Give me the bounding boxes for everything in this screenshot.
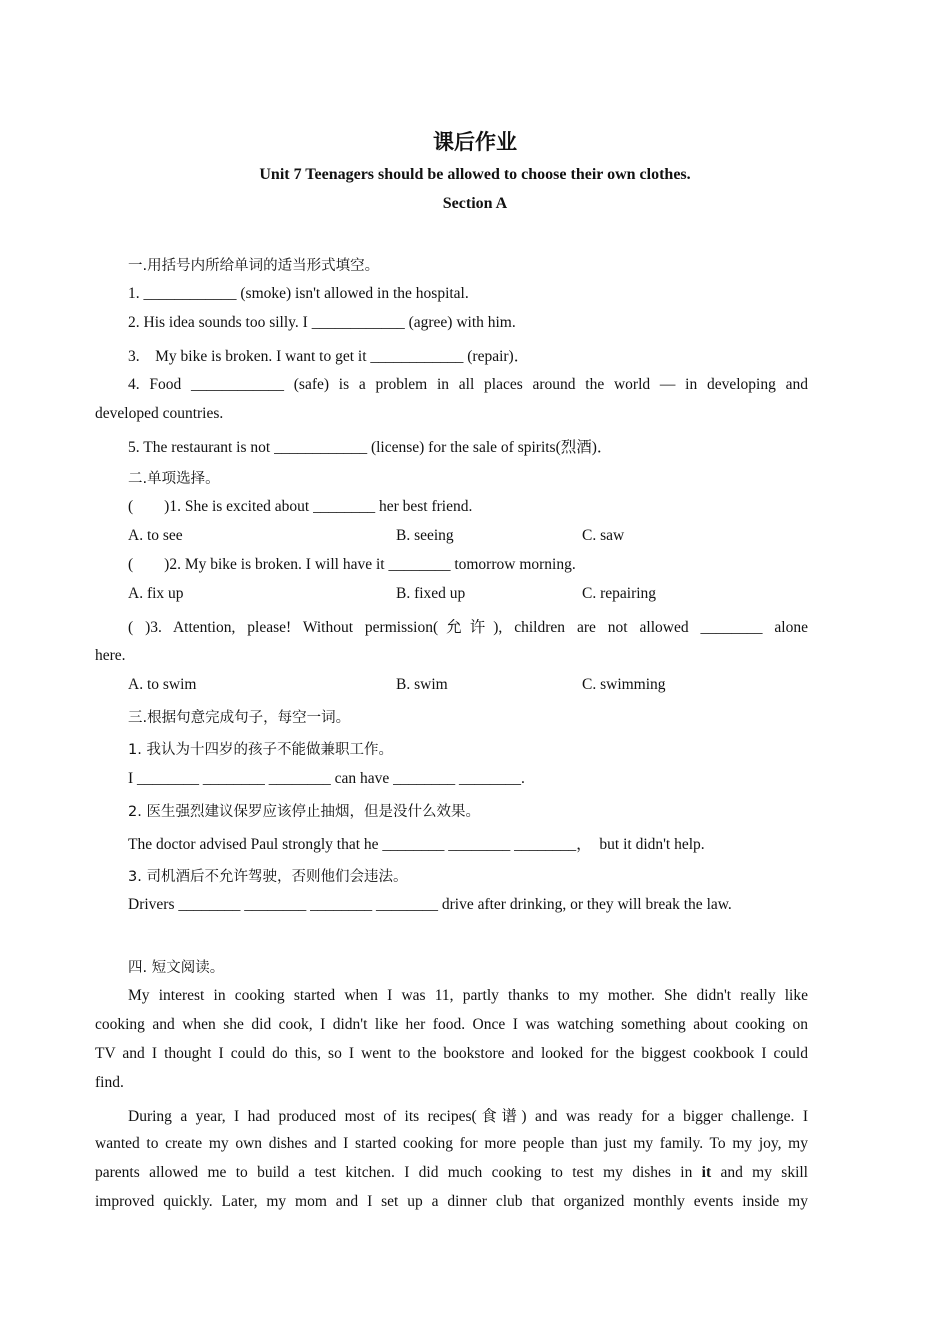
part1-heading: 一.用括号内所给单词的适当形式填空。 [128,258,380,274]
reading-paragraph-1-line4: find. [95,1074,124,1091]
q1-option-c: C. saw [582,527,625,544]
reading-paragraph-1-line1: My interest in cooking started when I was 11, partly thanks to my mother. She didn't really like [128,987,808,1004]
part3-question-3-english: Drivers ________ ________ ________ ________ drive after drinking, or they will break the law. [128,896,732,913]
part2-heading: 二.单项选择。 [128,471,220,487]
part1-question-4-line1: 4. Food ____________ (safe) is a problem in all places around the world — in developing and [128,376,808,393]
q3-option-b: B. swim [396,676,448,693]
part1-question-1: 1. ____________ (smoke) isn't allowed in the hospital. [128,285,469,302]
reading-paragraph-1-line3: TV and I thought I could do this, so I went to the bookstore and looked for the biggest cookbook I could [95,1045,808,1062]
part3-question-2-english: The doctor advised Paul strongly that he ________ ________ ________， but it didn't help. [128,836,705,853]
q1-option-b: B. seeing [396,527,454,544]
q3-option-c: C. swimming [582,676,666,693]
unit-title: Unit 7 Teenagers should be allowed to choose their own clothes. [259,166,691,183]
part3-heading: 三.根据句意完成句子，每空一词。 [128,710,351,726]
bold-word-it: it [701,1164,712,1181]
part3-question-1-english: I ________ ________ ________ can have ________ ________. [128,770,525,787]
part2-question-3-line2: here. [95,647,126,664]
part3-question-2-chinese: 2. 医生强烈建议保罗应该停止抽烟，但是没什么效果。 [128,804,480,820]
part1-question-5: 5. The restaurant is not ____________ (license) for the sale of spirits(烈酒)． [128,439,613,456]
reading-paragraph-2-line3-start: parents allowed me to build a test kitchen. I did much cooking to test my dishes in [95,1164,702,1181]
reading-paragraph-2-line4: improved quickly. Later, my mom and I set up a dinner club that organized monthly events inside my [95,1193,808,1210]
part1-question-4-line2: developed countries. [95,405,224,422]
part3-question-1-chinese: 1. 我认为十四岁的孩子不能做兼职工作。 [128,742,393,758]
reading-paragraph-1-line2: cooking and when she did cook, I didn't like her food. Once I was watching something about cooking on [95,1016,808,1033]
q2-option-c: C. repairing [582,585,657,602]
part3-question-3-chinese: 3. 司机酒后不允许驾驶，否则他们会违法。 [128,869,408,885]
q3-option-a: A. to swim [128,676,197,693]
q2-option-a: A. fix up [128,585,184,602]
part2-question-1: ( )1. She is excited about ________ her best friend. [128,498,473,515]
reading-paragraph-2-line2: wanted to create my own dishes and I started cooking for more people than just my family. To my joy, my [95,1135,808,1152]
q1-option-a: A. to see [128,527,183,544]
part1-question-3: 3. My bike is broken. I want to get it ____________ (repair)． [128,348,530,365]
part1-question-2: 2. His idea sounds too silly. I ____________ (agree) with him. [128,314,516,331]
q2-option-b: B. fixed up [396,585,466,602]
part2-question-2: ( )2. My bike is broken. I will have it ________ tomorrow morning. [128,556,576,573]
reading-paragraph-2-line3 [95,1164,808,1182]
reading-paragraph-2-line3-end: and my skill [711,1164,808,1181]
part2-question-3-line1: ( )3. Attention, please! Without permission(允许), children are not allowed ________ alone [128,619,808,636]
part4-heading: 四. 短文阅读。 [128,960,225,976]
page-title: 课后作业 [433,130,517,154]
reading-paragraph-2-line1: During a year, I had produced most of its recipes(食谱) and was ready for a bigger challenge. I [128,1108,808,1125]
section-title: Section A [442,195,508,212]
